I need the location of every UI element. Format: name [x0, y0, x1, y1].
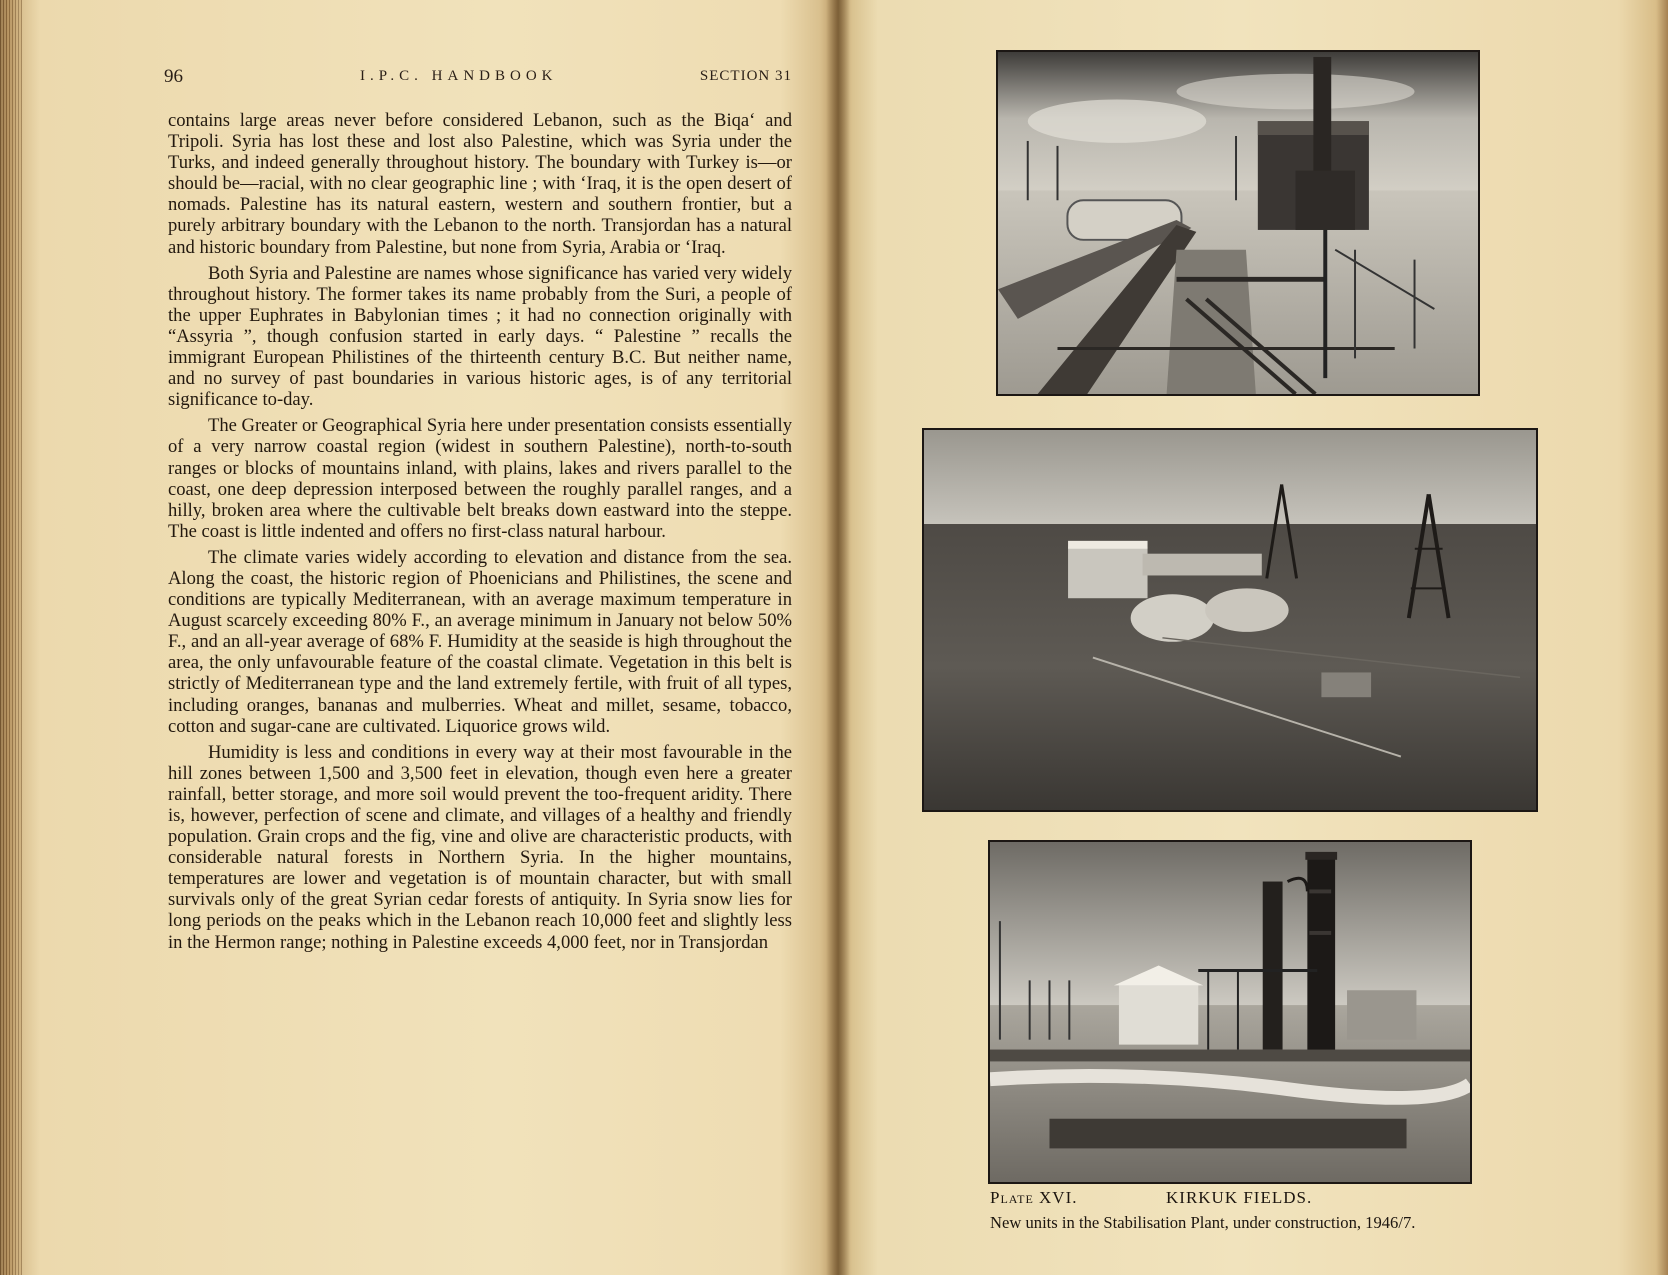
photo-3-image [990, 842, 1470, 1182]
body-text [168, 110, 792, 958]
book-title: I.P.C. HANDBOOK [360, 68, 558, 84]
plate-caption [990, 1186, 1510, 1235]
paragraph: The climate varies widely according to elevation and distance from the sea. Along the coast, the historic region of Phoenicians and Philistines, the scene and conditions are typically Mediterranean, with an average maximum temperature in August scarcely exceeding 80% F., an average minimum in January not below 50% F., and an all-year average of 68% F. Humidity at the seaside is high throughout the area, the only unfavourable feature of the coastal climate. Vegetation in this belt is strictly of Mediterranean type and the land extremely fertile, with fruit of all types, including oranges, bananas and mulberries. Wheat and millet, sesame, tobacco, cotton and sugar-cane are cultivated. Liquorice grows wild. [168, 546, 792, 737]
running-head [164, 66, 792, 92]
plate-title: KIRKUK FIELDS. [1166, 1188, 1313, 1207]
paragraph: Both Syria and Palestine are names whose significance has varied very widely throughout history. The former takes its name probably from the Suri, a people of the upper Euphrates in Babylonian times ; it had no connection originally with “Assyria ”, though confusion started in early days. “ Palestine ” recalls the immigrant European Philistines of the thirteenth century B.C. But neither name, and no survey of past boundaries in various historic ages, is of any territorial significance to-day. [168, 262, 792, 411]
section-reference: SECTION 31 [699, 68, 792, 84]
paragraph: Humidity is less and conditions in every way at their most favourable in the hill zones between 1,500 and 3,500 feet in elevation, though even here a greater rainfall, better storage, and more soil would prevent the too-frequent aridity. There is, however, perfection of scene and climate, and villages of a healthy and friendly population. Grain crops and the fig, vine and olive are characteristic products, with considerable natural forests in Northern Syria. In the higher mountains, temperatures are lower and vegetation is of mountain character, but with small survivals only of the great Syrian cedar forests of antiquity. In Syria snow lies for long periods on the peaks which in the Lebanon reach 10,000 feet and slightly less in the Hermon range; nothing in Palestine exceeds 4,000 feet, nor in Transjordan [168, 741, 792, 953]
book-gutter [826, 0, 850, 1275]
page-number: 96 [164, 66, 183, 87]
photo-stabilisation-plant [988, 840, 1472, 1184]
paragraph: The Greater or Geographical Syria here under presentation consists essentially of a very narrow coastal region (widest in southern Palestine), north-to-south ranges or blocks of mountains inland, with plains, lakes and rivers parallel to the coast, one deep depression interposed between the roughly parallel ranges, and a hilly, broken area where the cultivable belt breaks down eastward into the steppe. The coast is little indented and offers no first-class natural harbour. [168, 415, 792, 542]
photo-desert-site [922, 428, 1538, 812]
plate-description: New units in the Stabilisation Plant, under construction, 1946/7. [990, 1213, 1416, 1232]
paragraph: contains large areas never before considered Lebanon, such as the Biqa‘ and Tripoli. Syria has lost these and lost also Palestine, which was Syria under the Turks, and indeed generally throughout history. The boundary with Turkey is—or should be—racial, with no clear geographic line ; with ‘Iraq, it is the open desert of nomads. Palestine has its natural eastern, western and southern frontier, but a purely arbitrary boundary with the Lebanon to the north. Transjordan has a natural and historic boundary from Palestine, but none from Syria, Arabia or ‘Iraq. [168, 110, 792, 258]
plate-number: Plate XVI. [990, 1188, 1078, 1207]
photo-1-image [998, 52, 1478, 394]
photo-2-image [924, 430, 1536, 810]
photo-pipelines-and-tank [996, 50, 1480, 396]
